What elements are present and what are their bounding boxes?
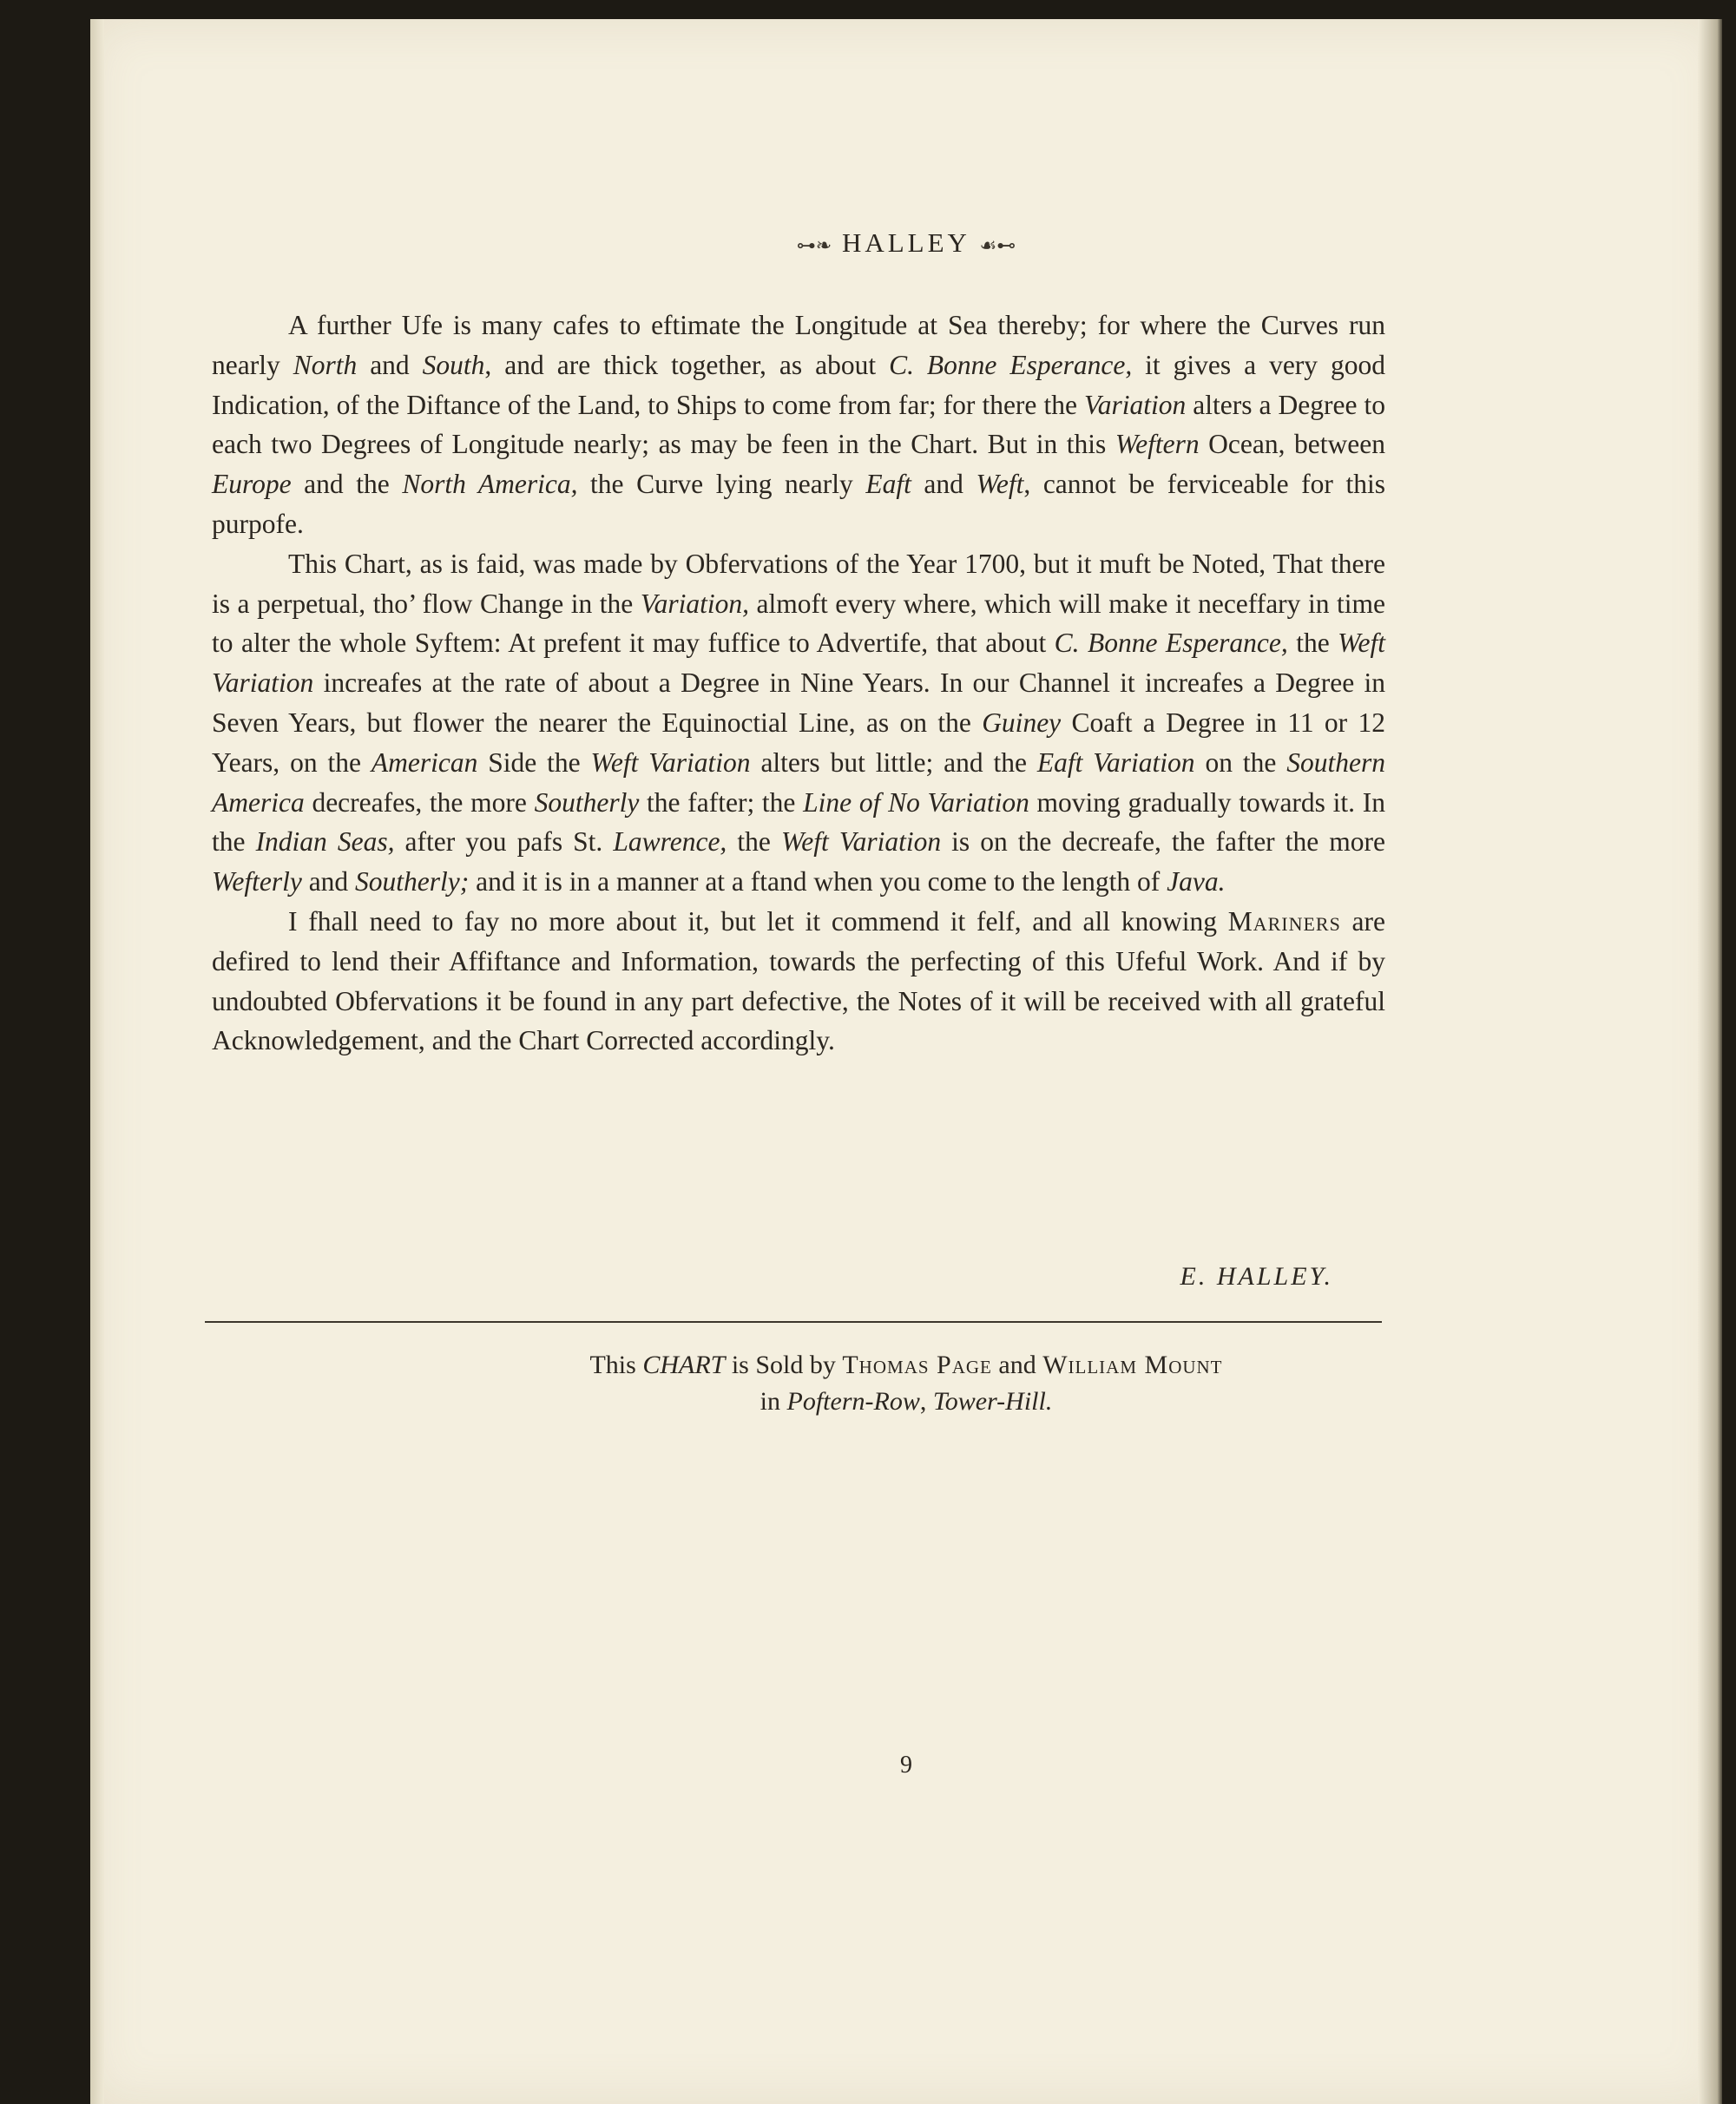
italic-run: Lawrence, — [613, 826, 727, 858]
text-run: on the — [1194, 746, 1287, 778]
page-edge — [1698, 19, 1722, 2104]
paragraph-2 — [212, 544, 1385, 902]
text-run: and — [357, 349, 423, 380]
text-run: are defired to lend their Affiftance and Information, towards the perfecting of this Ufeful Work. And if by undoubted Obfervations it be found in any part defective, the Notes of it will be received with all grateful Acknowledgement, and the Chart Corrected accordingly. — [212, 905, 1385, 1056]
book-page — [90, 19, 1722, 2104]
imprint — [90, 1347, 1722, 1420]
text-run: A further Ufe is many cafes to eftimate the Longitude at Sea thereby; for where the Curves run nearly — [212, 310, 1385, 380]
text-run: the — [1287, 628, 1338, 659]
seller-name: William Mount — [1042, 1351, 1223, 1379]
text-run: increafes at the rate of about a Degree in Nine Years. In our Channel it increafes a Degree in Seven Years, but flower the nearer the Equinoctial Line, as on the — [212, 667, 1385, 738]
italic-run: CHART — [642, 1351, 726, 1379]
text-run: alters but little; and the — [750, 746, 1037, 778]
italic-run: Weftern — [1115, 429, 1200, 460]
italic-run: North America, — [402, 469, 578, 500]
text-run: Coaft a Degree in 11 or 12 Years, on the — [212, 707, 1385, 778]
italic-run: Indian Seas, — [255, 826, 395, 858]
italic-run: C. Bonne Esperance, — [889, 349, 1133, 380]
italic-run: Weft Variation — [212, 628, 1386, 699]
text-run: the — [727, 826, 781, 858]
imprint-line-1 — [90, 1347, 1722, 1384]
italic-run: Java. — [1167, 866, 1226, 897]
text-run: This Chart, as is faid, was made by Obfervations of the Year 1700, but it muft be Noted, That there is a perpetual, tho’ flow Change in the — [212, 548, 1385, 619]
ornament-left-icon: ⊶❧ — [796, 234, 832, 256]
italic-run: Eaft — [865, 469, 911, 500]
divider-rule — [205, 1321, 1382, 1323]
italic-run: Weft Variation — [780, 826, 942, 858]
text-run: moving gradually towards it. In the — [212, 786, 1385, 858]
italic-run: Southerly — [534, 786, 640, 818]
text-run: is Sold by — [725, 1351, 843, 1379]
italic-run: North — [293, 349, 358, 380]
text-run: Ocean, between — [1199, 429, 1385, 460]
text-run: after you pafs St. — [394, 826, 614, 858]
text-run: , cannot be ferviceable for this purpofe. — [212, 469, 1386, 539]
text-run: and the — [291, 469, 403, 500]
text-run: the Curve lying nearly — [577, 469, 866, 500]
small-caps-run: Mariners — [1227, 905, 1341, 937]
italic-run: Guiney — [982, 707, 1062, 738]
paragraph-3 — [212, 902, 1385, 1061]
italic-run: American — [371, 746, 478, 778]
text-run: almoft every where, which will make it neceffary in time to alter the whole Syftem: At prefent it may fuffice to Advertife, that about — [212, 588, 1385, 659]
italic-run: Weft — [976, 469, 1024, 500]
italic-run: Tower-Hill. — [932, 1387, 1053, 1416]
paragraph-1 — [212, 306, 1385, 544]
running-header — [90, 227, 1722, 259]
ornament-right-icon: ☙⊷ — [979, 234, 1016, 256]
italic-run: Variation, — [640, 588, 749, 619]
italic-run: Eaft Variation — [1036, 746, 1195, 778]
text-run: Side the — [477, 746, 591, 778]
text-run: , — [919, 1387, 933, 1416]
italic-run: Poftern-Row — [786, 1387, 920, 1416]
italic-run: C. Bonne Esperance, — [1054, 628, 1288, 659]
text-run: This — [589, 1351, 643, 1379]
signature: E. HALLEY. — [1180, 1262, 1333, 1291]
italic-run: Wefterly — [212, 866, 302, 897]
text-run: and — [911, 469, 976, 500]
text-run: in — [760, 1387, 787, 1416]
text-run: I fhall need to fay no more about it, but let it commend it felf, and all knowing — [288, 905, 1228, 937]
text-run: and — [991, 1351, 1043, 1379]
italic-run: Europe — [212, 469, 292, 500]
italic-run: Line of No Variation — [803, 786, 1029, 818]
text-run: and it is in a manner at a ftand when you come to the length of — [469, 866, 1167, 897]
header-title: HALLEY — [841, 227, 970, 258]
italic-run: Weft Variation — [590, 746, 751, 778]
body-text — [212, 306, 1385, 1061]
text-run: is on the decreafe, the fafter the more — [941, 826, 1385, 858]
page-number: 9 — [900, 1752, 912, 1779]
text-run: alters a Degree to each two Degrees of Longitude nearly; as may be feen in the Chart. But in this — [212, 389, 1385, 460]
imprint-line-2 — [90, 1384, 1722, 1420]
italic-run: South — [422, 349, 485, 380]
text-run: the fafter; the — [639, 786, 804, 818]
seller-name: Thomas Page — [842, 1351, 992, 1379]
text-run: it gives a very good Indication, of the Diftance of the Land, to Ships to come from far; for there the — [212, 349, 1386, 420]
text-run: , and are thick together, as about — [484, 349, 890, 380]
italic-run: Variation — [1083, 389, 1187, 420]
text-run: and — [301, 866, 356, 897]
page-gutter — [90, 19, 104, 2104]
italic-run: Southern America — [212, 746, 1386, 818]
italic-run: Southerly; — [355, 866, 470, 897]
text-run: decreafes, the more — [304, 786, 535, 818]
